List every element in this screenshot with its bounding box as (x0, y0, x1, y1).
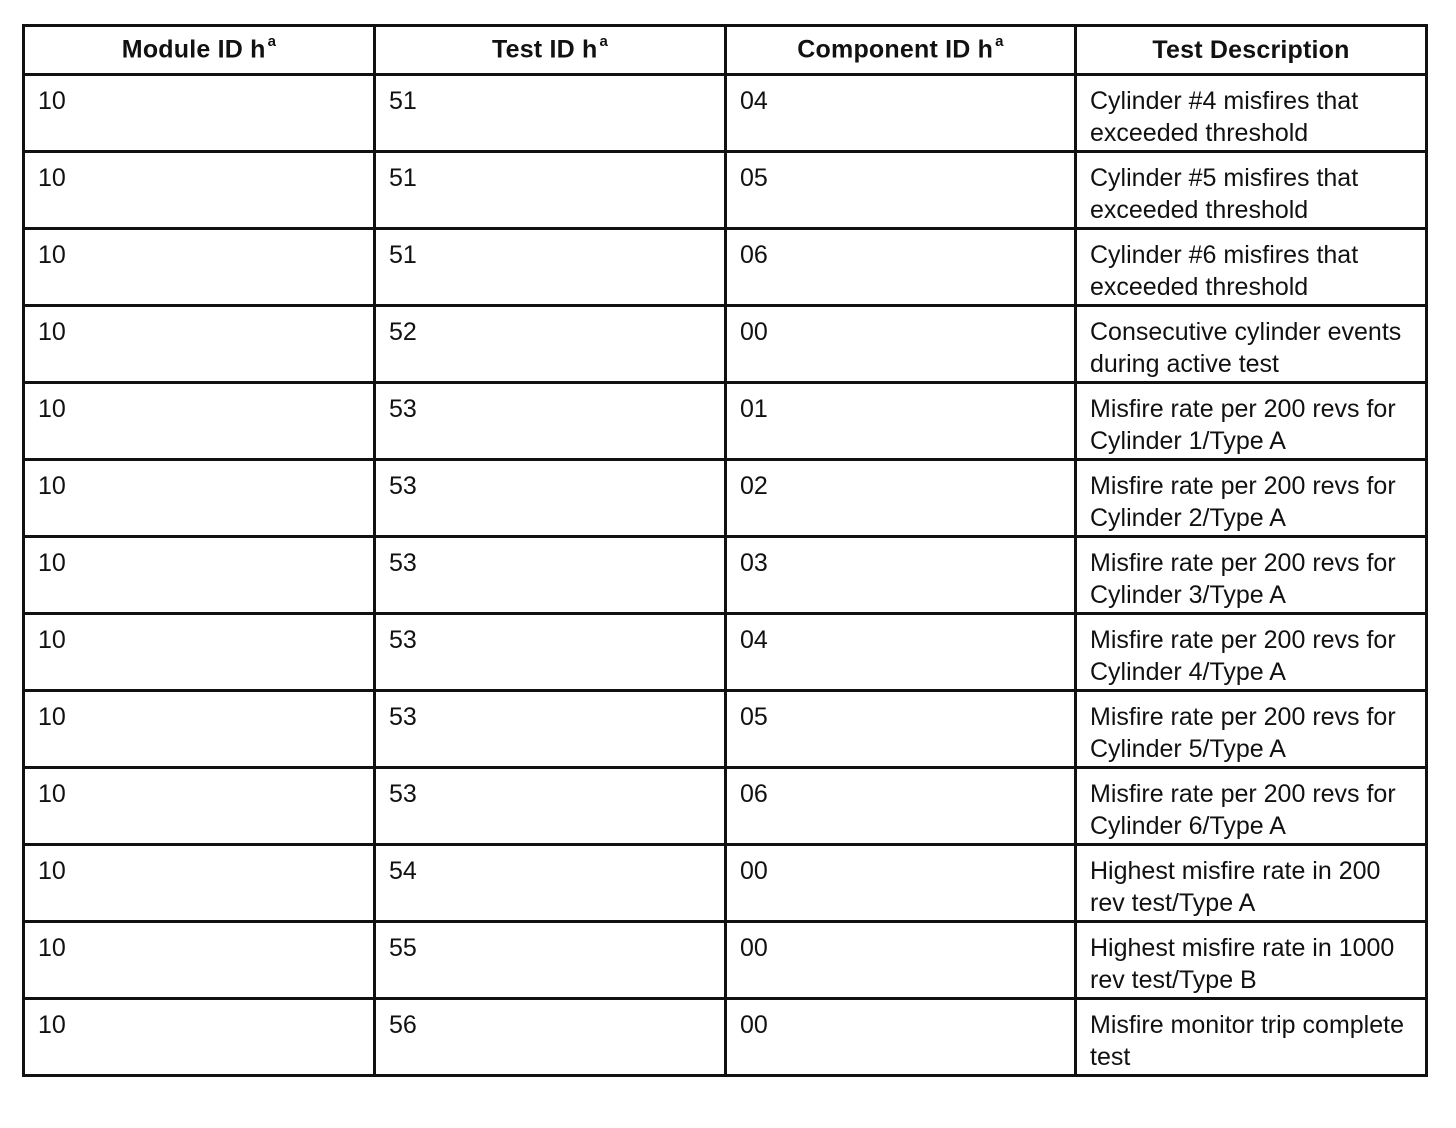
component-id-cell (726, 614, 1076, 691)
module-id-cell (24, 537, 375, 614)
test-id-cell (375, 614, 726, 691)
test-id-cell (375, 152, 726, 229)
component-id-cell (726, 229, 1076, 306)
test-description-cell-text: Misfire rate per 200 revs for Cylinder 3/Type A (1090, 549, 1396, 609)
test-id-cell-text: 54 (389, 857, 417, 885)
footnote-marker: a (599, 33, 609, 51)
table-row (24, 537, 1427, 614)
test-description-cell (1076, 537, 1427, 614)
table-row (24, 845, 1427, 922)
test-description-cell (1076, 152, 1427, 229)
table-row (24, 768, 1427, 845)
header-test-description (1076, 26, 1427, 75)
table-row (24, 229, 1427, 306)
component-id-cell-text: 03 (740, 549, 768, 577)
footnote-marker: a (995, 33, 1004, 51)
test-description-cell (1076, 922, 1427, 999)
table-row (24, 152, 1427, 229)
test-id-cell-text: 53 (389, 703, 417, 731)
module-id-cell-text: 10 (38, 241, 66, 269)
module-id-cell-text: 10 (38, 780, 66, 808)
header-component-id (726, 26, 1076, 75)
component-id-cell (726, 691, 1076, 768)
test-description-cell-text: Misfire rate per 200 revs for Cylinder 4/Type A (1090, 626, 1396, 686)
module-id-cell-text: 10 (38, 934, 66, 962)
test-id-cell (375, 75, 726, 152)
test-description-cell-text: Highest misfire rate in 200 rev test/Type A (1090, 857, 1381, 917)
table-body (24, 75, 1427, 1076)
component-id-cell (726, 306, 1076, 383)
table-row (24, 75, 1427, 152)
test-description-cell (1076, 460, 1427, 537)
header-label: Test ID h (491, 35, 598, 64)
module-id-cell (24, 845, 375, 922)
module-id-cell-text: 10 (38, 703, 66, 731)
test-id-cell-text: 53 (389, 472, 417, 500)
test-description-cell (1076, 845, 1427, 922)
test-id-cell (375, 691, 726, 768)
table-row (24, 383, 1427, 460)
component-id-cell (726, 999, 1076, 1076)
component-id-cell-text: 01 (740, 395, 768, 423)
test-id-cell-text: 52 (389, 318, 417, 346)
footnote-marker: a (267, 33, 277, 51)
test-id-cell (375, 537, 726, 614)
module-id-cell-text: 10 (38, 857, 66, 885)
test-description-cell-text: Cylinder #6 misfires that exceeded threshold (1090, 241, 1359, 301)
component-id-cell-text: 04 (740, 626, 768, 654)
table-row (24, 614, 1427, 691)
test-id-cell (375, 999, 726, 1076)
module-id-cell-text: 10 (38, 626, 66, 654)
module-id-cell-text: 10 (38, 318, 66, 346)
module-id-cell-text: 10 (38, 472, 66, 500)
module-id-cell-text: 10 (38, 164, 66, 192)
component-id-cell (726, 768, 1076, 845)
test-description-cell-text: Misfire rate per 200 revs for Cylinder 5/Type A (1090, 703, 1396, 763)
component-id-cell-text: 04 (740, 87, 768, 115)
test-description-cell (1076, 614, 1427, 691)
test-description-cell-text: Misfire rate per 200 revs for Cylinder 6/Type A (1090, 780, 1396, 840)
module-id-cell (24, 75, 375, 152)
test-description-cell (1076, 768, 1427, 845)
component-id-cell-text: 05 (740, 164, 768, 192)
component-id-cell-text: 05 (740, 703, 768, 731)
module-id-cell (24, 768, 375, 845)
table-row (24, 306, 1427, 383)
test-description-cell-text: Misfire monitor trip complete test (1090, 1011, 1404, 1071)
test-description-cell-text: Cylinder #5 misfires that exceeded threshold (1090, 164, 1359, 224)
test-id-cell (375, 229, 726, 306)
module-id-cell (24, 383, 375, 460)
test-id-cell-text: 53 (389, 549, 417, 577)
table-row (24, 999, 1427, 1076)
module-id-cell (24, 229, 375, 306)
header-label: Module ID h (121, 35, 266, 64)
component-id-cell-text: 00 (740, 1011, 768, 1039)
module-id-cell (24, 922, 375, 999)
test-description-cell-text: Highest misfire rate in 1000 rev test/Type B (1090, 934, 1395, 994)
module-id-cell (24, 691, 375, 768)
component-id-cell (726, 383, 1076, 460)
test-id-cell (375, 922, 726, 999)
header-label: Test Description (1152, 35, 1350, 64)
test-id-cell-text: 56 (389, 1011, 417, 1039)
component-id-cell-text: 06 (740, 241, 768, 269)
test-id-cell-text: 53 (389, 395, 417, 423)
test-description-cell (1076, 691, 1427, 768)
component-id-cell (726, 922, 1076, 999)
header-module-id (24, 26, 375, 75)
test-id-cell (375, 306, 726, 383)
test-id-cell-text: 55 (389, 934, 417, 962)
test-description-cell (1076, 383, 1427, 460)
module-id-cell (24, 306, 375, 383)
component-id-cell-text: 00 (740, 318, 768, 346)
test-description-cell-text: Misfire rate per 200 revs for Cylinder 1/Type A (1090, 395, 1396, 455)
table-row (24, 691, 1427, 768)
component-id-cell (726, 75, 1076, 152)
header-label: Component ID h (797, 35, 994, 64)
component-id-cell (726, 460, 1076, 537)
module-id-cell (24, 152, 375, 229)
test-id-cell (375, 845, 726, 922)
module-id-cell-text: 10 (38, 87, 66, 115)
test-description-cell-text: Consecutive cylinder events during active test (1090, 318, 1402, 378)
module-id-cell (24, 999, 375, 1076)
module-id-cell (24, 614, 375, 691)
table-row (24, 460, 1427, 537)
test-description-cell (1076, 999, 1427, 1076)
component-id-cell-text: 00 (740, 934, 768, 962)
module-id-cell-text: 10 (38, 1011, 66, 1039)
component-id-cell-text: 06 (740, 780, 768, 808)
component-id-cell (726, 152, 1076, 229)
test-id-cell-text: 53 (389, 626, 417, 654)
test-description-cell (1076, 306, 1427, 383)
test-id-cell-text: 51 (389, 164, 417, 192)
module-id-cell-text: 10 (38, 549, 66, 577)
test-id-cell-text: 53 (389, 780, 417, 808)
test-id-cell (375, 383, 726, 460)
test-id-table (22, 24, 1428, 1077)
component-id-cell (726, 845, 1076, 922)
test-id-cell (375, 768, 726, 845)
test-description-cell-text: Cylinder #4 misfires that exceeded threshold (1090, 87, 1359, 147)
test-id-cell (375, 460, 726, 537)
test-description-cell (1076, 75, 1427, 152)
component-id-cell (726, 537, 1076, 614)
header-test-id (375, 26, 726, 75)
module-id-cell-text: 10 (38, 395, 66, 423)
test-description-cell-text: Misfire rate per 200 revs for Cylinder 2/Type A (1090, 472, 1396, 532)
module-id-cell (24, 460, 375, 537)
test-description-cell (1076, 229, 1427, 306)
table-header-row (24, 26, 1427, 75)
table-row (24, 922, 1427, 999)
component-id-cell-text: 00 (740, 857, 768, 885)
test-id-cell-text: 51 (389, 87, 417, 115)
component-id-cell-text: 02 (740, 472, 768, 500)
test-id-cell-text: 51 (389, 241, 417, 269)
